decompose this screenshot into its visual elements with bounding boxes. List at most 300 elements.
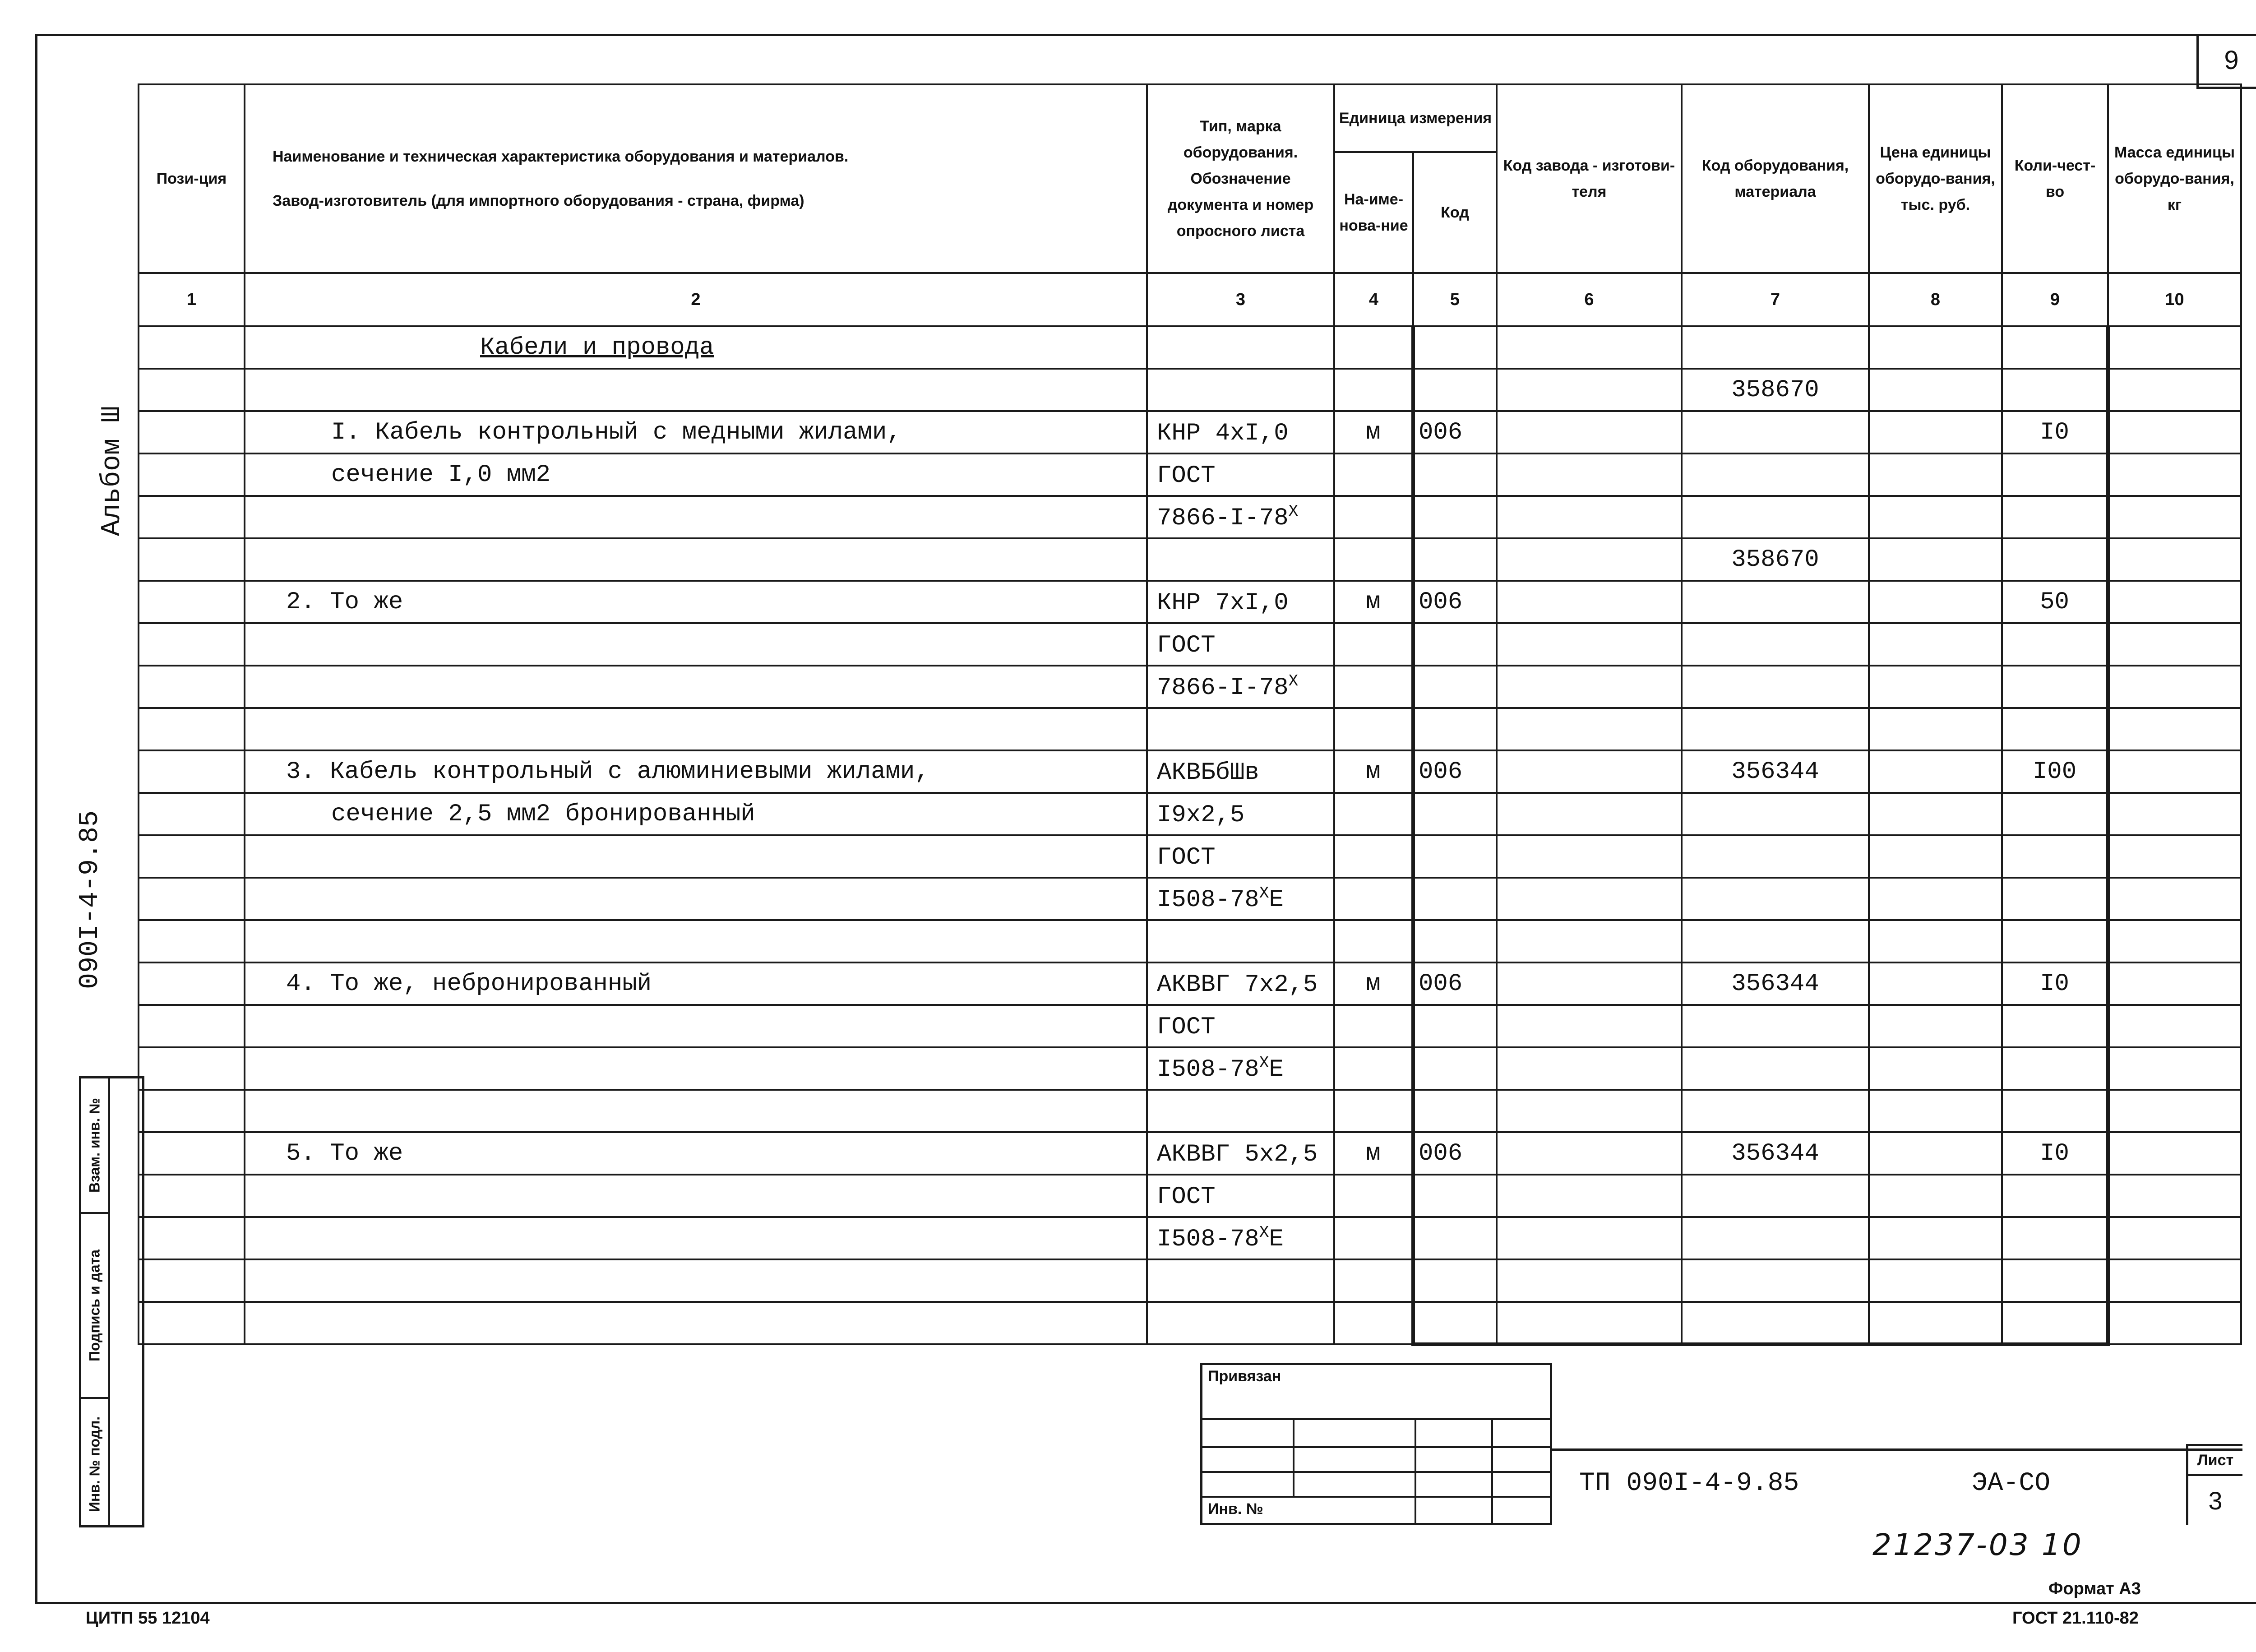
unit-name: м [1334,581,1413,623]
table-row [139,1005,2241,1047]
equipment-code [1682,1259,1869,1302]
position-cell [139,538,245,581]
unit-mass [2108,708,2241,750]
unit-mass [2108,1005,2241,1047]
unit-name [1334,920,1413,963]
table-row [139,411,2241,453]
table-row [139,453,2241,496]
unit-price [1869,538,2002,581]
position-cell [139,1005,245,1047]
unit-code [1413,1302,1497,1344]
unit-name [1334,453,1413,496]
section-title: Кабели и провода [245,326,1147,369]
quantity [2002,453,2108,496]
unit-mass [2108,369,2241,411]
equipment-code [1682,581,1869,623]
factory-code [1497,793,1682,835]
original-inventory-cell: Инв. № подл. [86,1416,103,1513]
factory-code [1497,453,1682,496]
unit-name: м [1334,1132,1413,1175]
equipment-code [1682,623,1869,666]
quantity [2002,708,2108,750]
factory-code [1497,1132,1682,1175]
quantity [2002,496,2108,538]
col-factory-code-header: Код завода - изготови-теля [1497,84,1682,273]
unit-mass [2108,411,2241,453]
factory-code [1497,1090,1682,1132]
equipment-code: 356344 [1682,963,1869,1005]
unit-name [1334,793,1413,835]
position-cell [139,623,245,666]
unit-price [1869,1302,2002,1344]
factory-code [1497,878,1682,920]
unit-mass [2108,878,2241,920]
quantity: 50 [2002,581,2108,623]
sheet-number-box [2186,1444,2242,1525]
table-row [139,1047,2241,1090]
header-row-top [139,84,2241,152]
position-cell [139,1132,245,1175]
album-label: Альбом Ш [97,406,128,537]
col-number: 4 [1334,273,1413,326]
column-number-row [139,273,2241,326]
unit-code: 006 [1413,750,1497,793]
item-name [245,708,1147,750]
unit-code [1413,920,1497,963]
unit-code: 006 [1413,581,1497,623]
item-name: 4. То же, небронированный [245,963,1147,1005]
unit-name [1334,623,1413,666]
unit-code [1413,1217,1497,1259]
item-name [245,369,1147,411]
equipment-code [1682,1302,1869,1344]
quantity [2002,835,2108,878]
linked-label: Привязан [1208,1368,1281,1385]
unit-price [1869,581,2002,623]
item-type: ГОСТ [1147,1175,1334,1217]
equipment-code [1682,1217,1869,1259]
position-cell [139,1175,245,1217]
table-row [139,793,2241,835]
quantity [2002,793,2108,835]
unit-price [1869,496,2002,538]
unit-name: м [1334,963,1413,1005]
unit-price [1869,666,2002,708]
item-type: ГОСТ [1147,1005,1334,1047]
section-title-row [139,326,2241,369]
unit-code [1413,496,1497,538]
item-name [245,1217,1147,1259]
item-type: $I508-78^XЕ$ [1147,1047,1334,1090]
col-unit-group-header: Единица измерения [1334,84,1497,152]
col-position-header: Пози-ция [139,84,245,273]
factory-code [1497,1047,1682,1090]
item-type: АКВБбШв [1147,750,1334,793]
unit-name: м [1334,750,1413,793]
unit-code [1413,835,1497,878]
document-code: ТП 090I-4-9.85 [1579,1469,1799,1498]
unit-name [1334,1217,1413,1259]
unit-code [1413,1090,1497,1132]
position-cell [139,581,245,623]
unit-code [1413,1175,1497,1217]
project-code-vertical: 090I-4-9.85 [75,810,106,990]
equipment-code [1682,708,1869,750]
page-number: 9 [2196,34,2256,89]
col-equipment-code-header: Код оборудования, материала [1682,84,1869,273]
col-number: 2 [245,273,1147,326]
col-type-header: Тип, марка оборудования. Обозначение документа и номер опросного листа [1147,84,1334,273]
table-row [139,750,2241,793]
unit-code: 006 [1413,1132,1497,1175]
unit-code [1413,878,1497,920]
position-cell [139,835,245,878]
equipment-code: 356344 [1682,750,1869,793]
factory-code [1497,1175,1682,1217]
col-unit-name-header: На-име-нова-ние [1334,152,1413,273]
col-name-header [245,84,1147,273]
quantity: I0 [2002,1132,2108,1175]
item-type: АКВВГ 7х2,5 [1147,963,1334,1005]
factory-code [1497,369,1682,411]
factory-code [1497,538,1682,581]
quantity [2002,1302,2108,1344]
unit-price [1869,1132,2002,1175]
position-cell [139,920,245,963]
equipment-code [1682,1047,1869,1090]
col-name-header-line2: Завод-изготовитель (для импортного оборудования - страна, фирма) [273,192,804,209]
position-cell [139,708,245,750]
unit-mass [2108,750,2241,793]
unit-price [1869,1175,2002,1217]
unit-price [1869,411,2002,453]
item-type [1147,369,1334,411]
unit-price [1869,878,2002,920]
unit-name [1334,878,1413,920]
equipment-specification-table [138,83,2242,1346]
factory-code [1497,1217,1682,1259]
item-name [245,1090,1147,1132]
unit-name [1334,1259,1413,1302]
item-type [1147,708,1334,750]
unit-name [1334,1302,1413,1344]
quantity [2002,1090,2108,1132]
table-row [139,1217,2241,1259]
factory-code [1497,581,1682,623]
item-type [1147,1259,1334,1302]
table-row [139,538,2241,581]
equipment-code [1682,411,1869,453]
unit-mass [2108,453,2241,496]
quantity [2002,878,2108,920]
factory-code [1497,920,1682,963]
unit-price [1869,369,2002,411]
table-row [139,708,2241,750]
quantity [2002,538,2108,581]
quantity: I00 [2002,750,2108,793]
unit-mass [2108,835,2241,878]
unit-price [1869,1005,2002,1047]
table-row [139,920,2241,963]
item-type: $7866-I-78^X$ [1147,666,1334,708]
item-type: $7866-I-78^X$ [1147,496,1334,538]
col-quantity-header: Коли-чест-во [2002,84,2108,273]
item-type [1147,1090,1334,1132]
unit-mass [2108,666,2241,708]
unit-mass [2108,920,2241,963]
equipment-code [1682,920,1869,963]
equipment-code [1682,835,1869,878]
item-type: $I508-78^XЕ$ [1147,878,1334,920]
unit-price [1869,963,2002,1005]
document-mark: ЭА-СО [1972,1469,2051,1498]
col-number: 5 [1413,273,1497,326]
table-row [139,666,2241,708]
unit-price [1869,623,2002,666]
unit-price [1869,920,2002,963]
col-number: 6 [1497,273,1682,326]
item-name [245,1175,1147,1217]
table-row [139,878,2241,920]
item-name: сечение I,0 мм2 [245,453,1147,496]
unit-name [1334,1090,1413,1132]
position-cell [139,750,245,793]
col-number: 9 [2002,273,2108,326]
item-type: АКВВГ 5х2,5 [1147,1132,1334,1175]
item-name [245,878,1147,920]
position-cell [139,793,245,835]
unit-price [1869,1217,2002,1259]
unit-code: 006 [1413,411,1497,453]
item-name [245,835,1147,878]
unit-price [1869,453,2002,496]
item-name: 3. Кабель контрольный с алюминиевыми жилами, [245,750,1147,793]
item-name [245,666,1147,708]
unit-mass [2108,1175,2241,1217]
table-row [139,963,2241,1005]
handwritten-archive-number: 21237-03 10 [1872,1527,2083,1562]
item-type [1147,538,1334,581]
quantity [2002,369,2108,411]
inventory-number-label: Инв. № [1208,1500,1263,1518]
table-row [139,1175,2241,1217]
unit-code [1413,538,1497,581]
unit-code [1413,1047,1497,1090]
factory-code [1497,623,1682,666]
item-type: ГОСТ [1147,453,1334,496]
unit-mass [2108,1217,2241,1259]
factory-code [1497,1259,1682,1302]
unit-price [1869,750,2002,793]
table-row [139,1132,2241,1175]
factory-code [1497,835,1682,878]
unit-name [1334,1047,1413,1090]
approval-side-strip [79,1076,144,1527]
item-name [245,920,1147,963]
unit-mass [2108,1132,2241,1175]
unit-name [1334,1005,1413,1047]
equipment-code [1682,1090,1869,1132]
col-number: 1 [139,273,245,326]
unit-code [1413,1005,1497,1047]
col-number: 3 [1147,273,1334,326]
unit-mass [2108,793,2241,835]
unit-mass [2108,496,2241,538]
unit-name [1334,369,1413,411]
item-type: I9х2,5 [1147,793,1334,835]
equipment-code [1682,1005,1869,1047]
table-row [139,1090,2241,1132]
equipment-code [1682,1175,1869,1217]
unit-price [1869,835,2002,878]
item-name [245,538,1147,581]
item-type: КНР 4хI,0 [1147,411,1334,453]
item-name: I. Кабель контрольный с медными жилами, [245,411,1147,453]
item-type [1147,1302,1334,1344]
col-price-header: Цена единицы оборудо-вания, тыс. руб. [1869,84,2002,273]
col-unit-code-header: Код [1413,152,1497,273]
unit-name [1334,1175,1413,1217]
unit-price [1869,708,2002,750]
quantity [2002,920,2108,963]
quantity: I0 [2002,963,2108,1005]
position-cell [139,496,245,538]
footer-format: Формат А3 [2048,1579,2141,1598]
factory-code [1497,411,1682,453]
unit-name [1334,496,1413,538]
unit-price [1869,1047,2002,1090]
factory-code [1497,496,1682,538]
unit-price [1869,1090,2002,1132]
unit-mass [2108,1302,2241,1344]
item-name [245,1005,1147,1047]
quantity [2002,1259,2108,1302]
unit-name: м [1334,411,1413,453]
position-cell [139,878,245,920]
footer-standard: ГОСТ 21.110-82 [2012,1609,2139,1628]
table-row [139,1259,2241,1302]
linkage-stamp [1200,1363,1552,1525]
factory-code [1497,708,1682,750]
factory-code [1497,1005,1682,1047]
interchange-inventory-cell: Взам. инв. № [81,1078,108,1214]
sheet-value: 3 [2208,1486,2223,1515]
item-name [245,1302,1147,1344]
unit-code: 006 [1413,963,1497,1005]
table-row [139,623,2241,666]
unit-mass [2108,623,2241,666]
quantity [2002,1217,2108,1259]
unit-price [1869,1259,2002,1302]
unit-code [1413,623,1497,666]
item-type: ГОСТ [1147,835,1334,878]
unit-name [1334,666,1413,708]
item-name [245,1259,1147,1302]
quantity [2002,1005,2108,1047]
equipment-code [1682,878,1869,920]
position-cell [139,963,245,1005]
quantity [2002,1047,2108,1090]
position-cell [139,453,245,496]
unit-mass [2108,538,2241,581]
item-type: ГОСТ [1147,623,1334,666]
unit-name [1334,835,1413,878]
equipment-code [1682,666,1869,708]
table-row [139,1302,2241,1344]
unit-code [1413,666,1497,708]
item-name: 5. То же [245,1132,1147,1175]
equipment-code: 358670 [1682,369,1869,411]
equipment-code: 356344 [1682,1132,1869,1175]
item-type: КНР 7хI,0 [1147,581,1334,623]
quantity [2002,1175,2108,1217]
position-cell [139,411,245,453]
quantity [2002,623,2108,666]
position-cell [139,1047,245,1090]
signature-date-cell: Подпись и дата [81,1214,108,1399]
unit-mass [2108,963,2241,1005]
factory-code [1497,666,1682,708]
unit-code [1413,708,1497,750]
unit-price [1869,793,2002,835]
footer-publisher: ЦИТП 55 12104 [86,1609,210,1628]
unit-code [1413,453,1497,496]
unit-mass [2108,1259,2241,1302]
col-number: 8 [1869,273,2002,326]
equipment-code [1682,496,1869,538]
quantity [2002,666,2108,708]
table-row [139,496,2241,538]
col-mass-header: Масса единицы оборудо-вания, кг [2108,84,2241,273]
item-type: $I508-78^XЕ$ [1147,1217,1334,1259]
col-number: 10 [2108,273,2241,326]
position-cell [139,1259,245,1302]
table-row [139,581,2241,623]
equipment-code [1682,793,1869,835]
item-type [1147,920,1334,963]
factory-code [1497,963,1682,1005]
item-name [245,623,1147,666]
unit-code [1413,793,1497,835]
unit-name [1334,538,1413,581]
item-name: 2. То же [245,581,1147,623]
table-row [139,835,2241,878]
sheet-label: Лист [2188,1446,2242,1476]
unit-mass [2108,581,2241,623]
col-number: 7 [1682,273,1869,326]
position-cell [139,1302,245,1344]
equipment-code [1682,453,1869,496]
item-name [245,1047,1147,1090]
position-cell [139,666,245,708]
quantity: I0 [2002,411,2108,453]
factory-code [1497,750,1682,793]
unit-name [1334,708,1413,750]
position-cell [139,369,245,411]
unit-mass [2108,1047,2241,1090]
unit-code [1413,1259,1497,1302]
item-name [245,496,1147,538]
equipment-code: 358670 [1682,538,1869,581]
unit-mass [2108,1090,2241,1132]
unit-code [1413,369,1497,411]
table-row [139,369,2241,411]
item-name: сечение 2,5 мм2 бронированный [245,793,1147,835]
position-cell [139,1217,245,1259]
position-cell [139,1090,245,1132]
factory-code [1497,1302,1682,1344]
col-name-header-line1: Наименование и техническая характеристика оборудования и материалов. [273,148,849,165]
